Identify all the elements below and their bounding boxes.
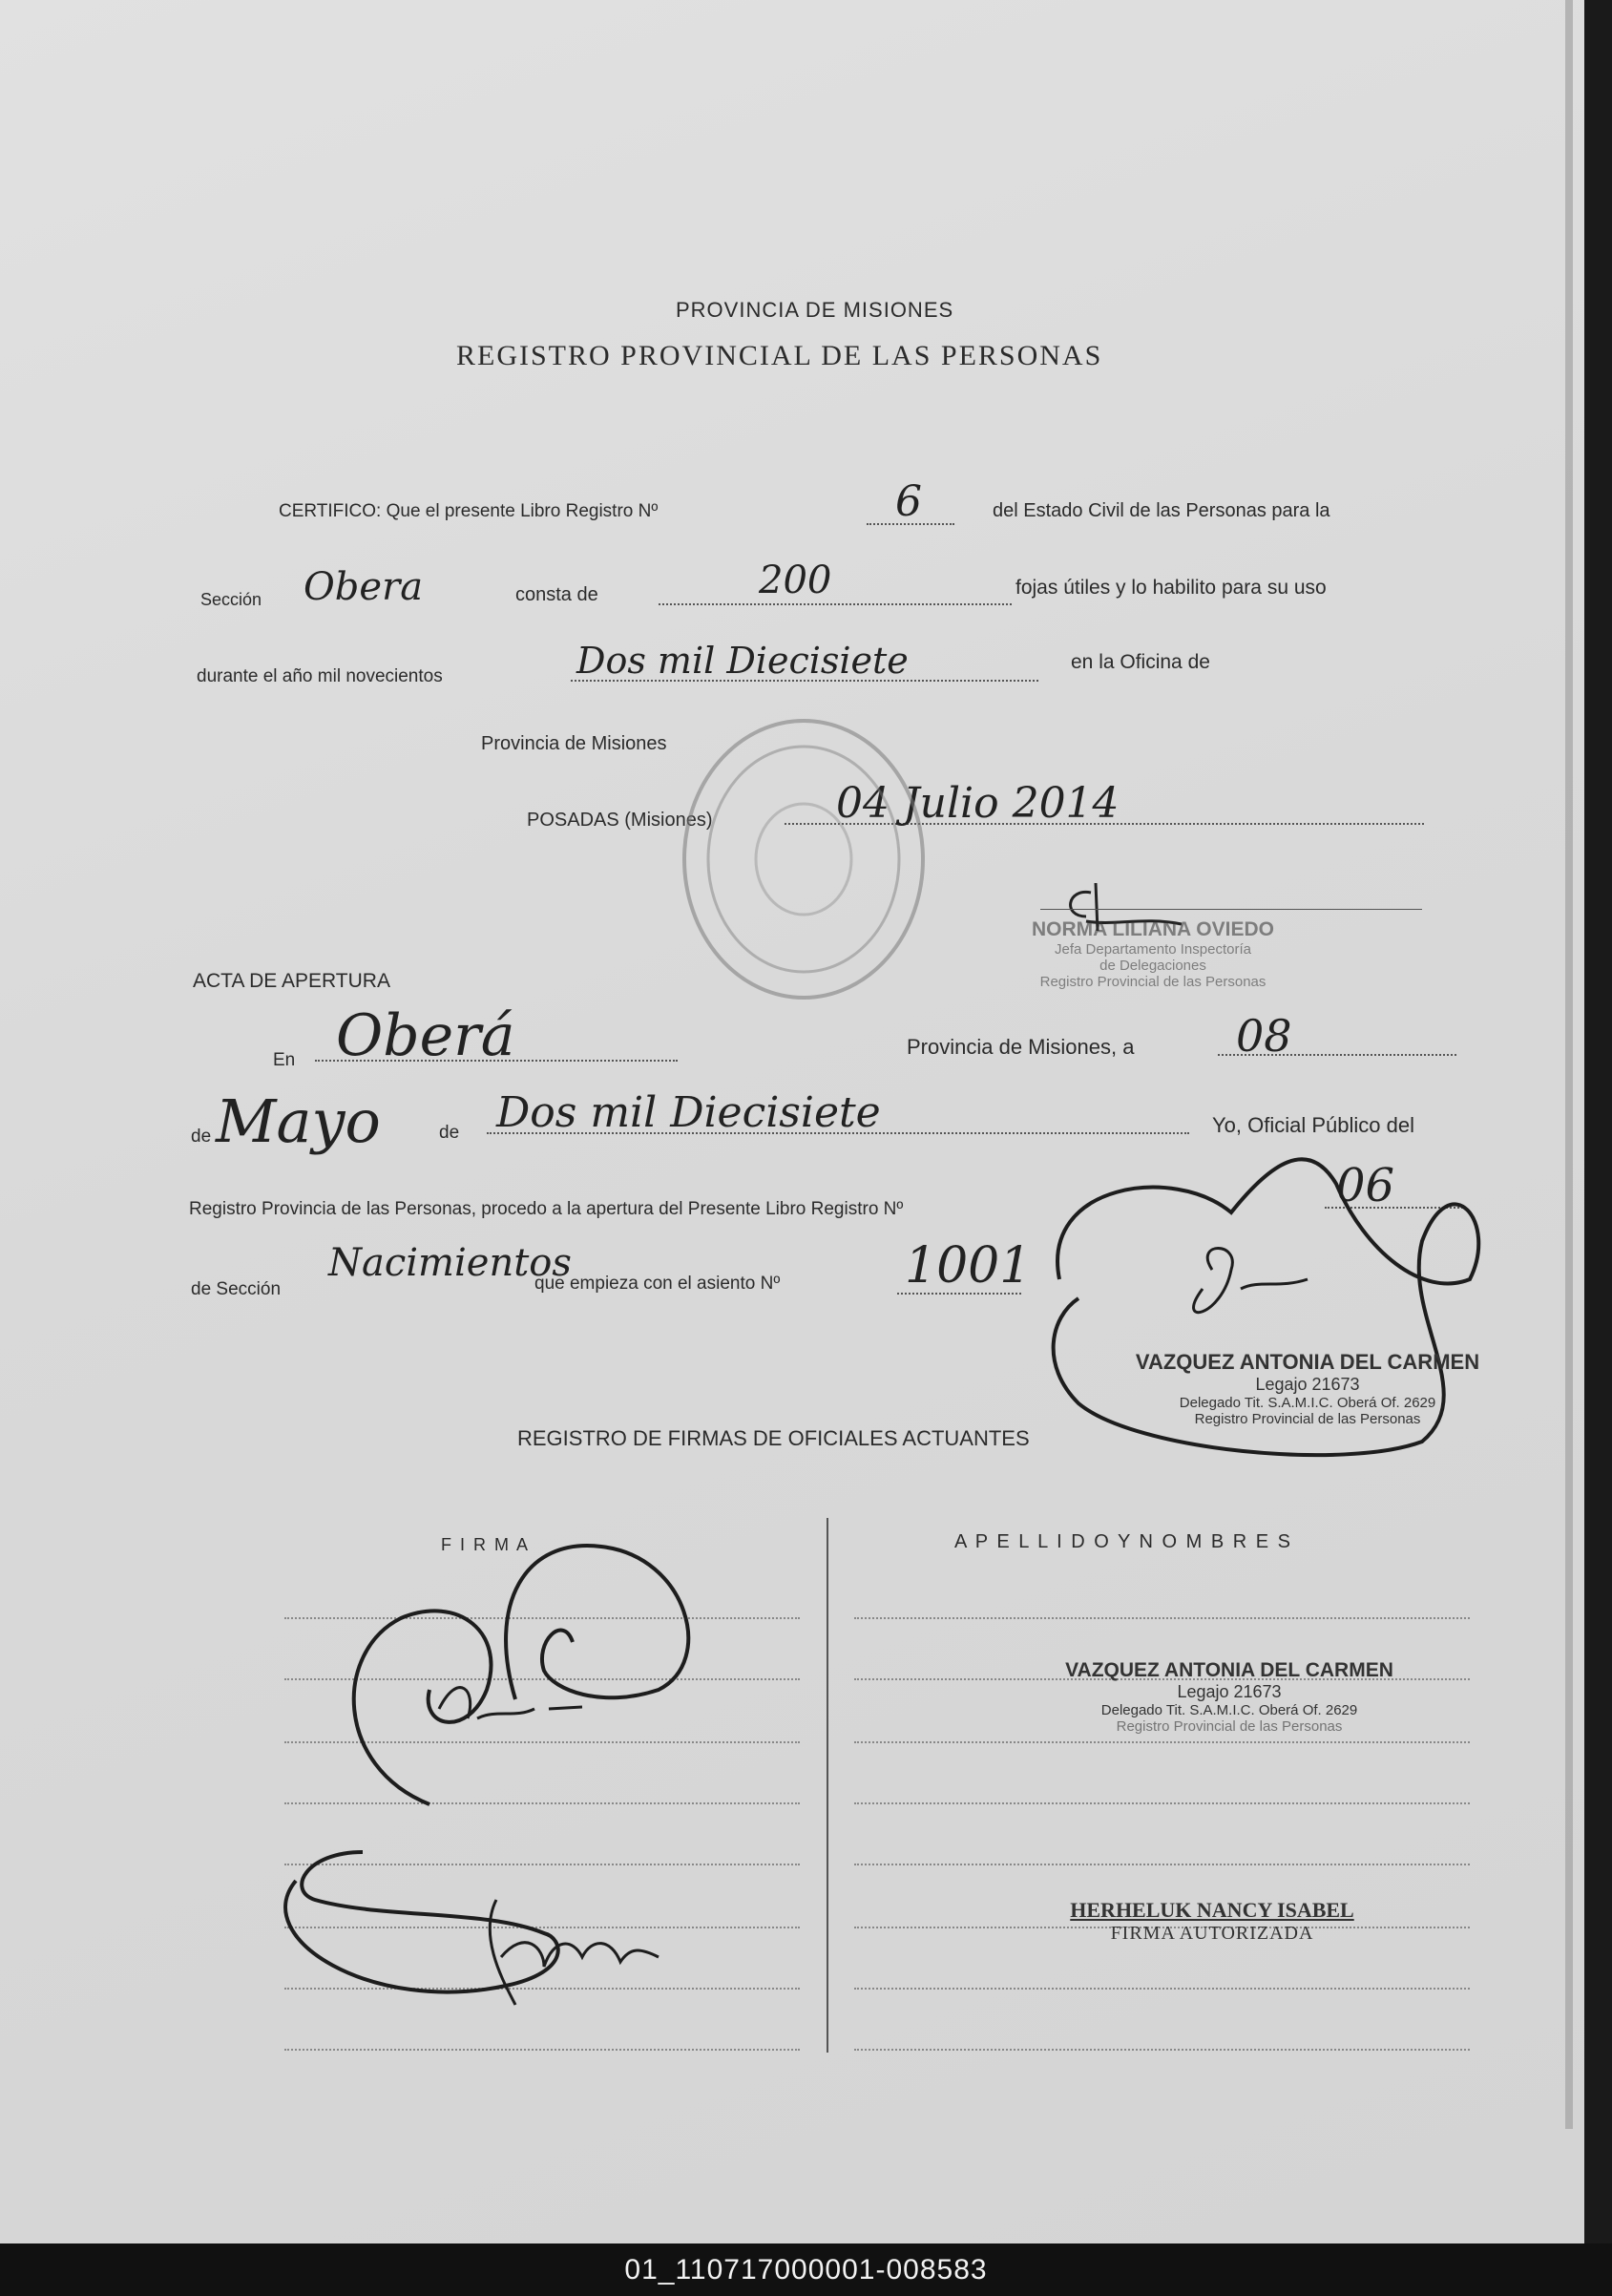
yo-text: Yo, Oficial Público del: [1212, 1113, 1414, 1137]
page-edge-shadow: [1565, 0, 1573, 2129]
province-heading: PROVINCIA DE MISIONES: [676, 298, 954, 322]
vazquez-role-1: Delegado Tit. S.A.M.I.C. Oberá Of. 2629: [1179, 1395, 1436, 1411]
herheluk-name: HERHELUK NANCY ISABEL: [1070, 1898, 1354, 1922]
registry-heading: REGISTRO PROVINCIAL DE LAS PERSONAS: [456, 340, 1103, 371]
cert-seccion-value: Obera: [304, 565, 424, 609]
herheluk-role: FIRMA AUTORIZADA: [1110, 1923, 1314, 1944]
provincia-label: Provincia de Misiones, a: [907, 1035, 1135, 1059]
apertura-line-b: Registro Provincia de las Personas, procedo a la apertura del Presente Libro Registro Nº: [189, 1199, 904, 1219]
apertura-seccion-label: de Sección: [191, 1279, 282, 1299]
apertura-libro-no: 06: [1336, 1159, 1395, 1212]
firmas-rule: [854, 1617, 1470, 1619]
firmas-col-apellido: A P E L L I D O Y N O M B R E S: [954, 1531, 1292, 1552]
vazquez-stamp-apertura: [1098, 1350, 1518, 1427]
herheluk-stamp: [1031, 1898, 1393, 1945]
vazquez-legajo-2: Legajo 21673: [1177, 1682, 1282, 1701]
apertura-day-value: 08: [1236, 1010, 1292, 1062]
apertura-month-value: Mayo: [216, 1086, 381, 1156]
vazquez-org-2: Registro Provincial de las Personas: [1116, 1718, 1343, 1735]
firmas-title: REGISTRO DE FIRMAS DE OFICIALES ACTUANTES: [517, 1426, 1030, 1450]
vazquez-legajo-1: Legajo 21673: [1255, 1375, 1360, 1394]
vazquez-stamp-firmas: [1048, 1659, 1411, 1735]
cert-line3-b: en la Oficina de: [1071, 651, 1210, 673]
cert-line3-a: durante el año mil novecientos: [197, 666, 443, 686]
vazquez-org-1: Registro Provincial de las Personas: [1194, 1411, 1421, 1427]
cert-date-value: 04 Julio 2014: [836, 779, 1120, 828]
cert-year-value: Dos mil Diecisiete: [576, 640, 909, 682]
vazquez-role-2: Delegado Tit. S.A.M.I.C. Oberá Of. 2629: [1100, 1702, 1358, 1718]
apertura-title: ACTA DE APERTURA: [193, 970, 390, 992]
vazquez-name-2: VAZQUEZ ANTONIA DEL CARMEN: [1065, 1659, 1393, 1681]
cert-line1-b: del Estado Civil de las Personas para la: [993, 500, 1330, 521]
firma-signature-2-icon: [258, 1795, 716, 2043]
oviedo-stamp: [1000, 918, 1306, 990]
firmas-rule: [284, 2049, 800, 2051]
oviedo-role1: Jefa Departamento Inspectoría: [1055, 941, 1251, 958]
cert-line2-b: fojas útiles y lo habilito para su uso: [1015, 577, 1327, 599]
apertura-asiento-value: 1001: [905, 1237, 1032, 1295]
apertura-seccion-value: Nacimientos: [328, 1241, 572, 1285]
file-footer: 01_110717000001-008583: [0, 2243, 1612, 2296]
firmas-rule: [854, 2049, 1470, 2051]
firmas-rule: [854, 1741, 1470, 1743]
oviedo-role3: Registro Provincial de las Personas: [1039, 974, 1267, 990]
cert-libro-no: 6: [895, 477, 922, 526]
cert-line1-a: CERTIFICO: Que el presente Libro Registro Nº: [279, 501, 659, 521]
cert-fojas-value: 200: [759, 558, 832, 602]
oviedo-name: NORMA LILIANA OVIEDO: [1032, 918, 1274, 940]
posadas-label: POSADAS (Misiones): [527, 810, 713, 831]
vazquez-name-1: VAZQUEZ ANTONIA DEL CARMEN: [1135, 1350, 1480, 1374]
firmas-rule: [854, 1802, 1470, 1804]
firmas-rule: [854, 1988, 1470, 1990]
asiento-label: que empieza con el asiento Nº: [534, 1274, 781, 1294]
firmas-rule: [854, 1864, 1470, 1865]
provincial-seal-icon: [680, 716, 928, 1002]
oviedo-role2: de Delegaciones: [1099, 958, 1206, 974]
en-label: En: [273, 1050, 296, 1070]
firmas-col-firma: F I R M A: [441, 1535, 531, 1554]
signature-blank: [1040, 909, 1422, 910]
de-label-2: de: [439, 1123, 460, 1143]
apertura-year-value: Dos mil Diecisiete: [496, 1088, 881, 1137]
apertura-place-value: Oberá: [336, 1002, 515, 1069]
firmas-divider: [827, 1518, 828, 2053]
de-label: de: [191, 1127, 212, 1147]
consta-label: consta de: [515, 584, 598, 605]
seccion-label: Sección: [200, 590, 262, 609]
fojas-blank: [659, 603, 1012, 605]
cert-line4: Provincia de Misiones: [481, 733, 667, 754]
